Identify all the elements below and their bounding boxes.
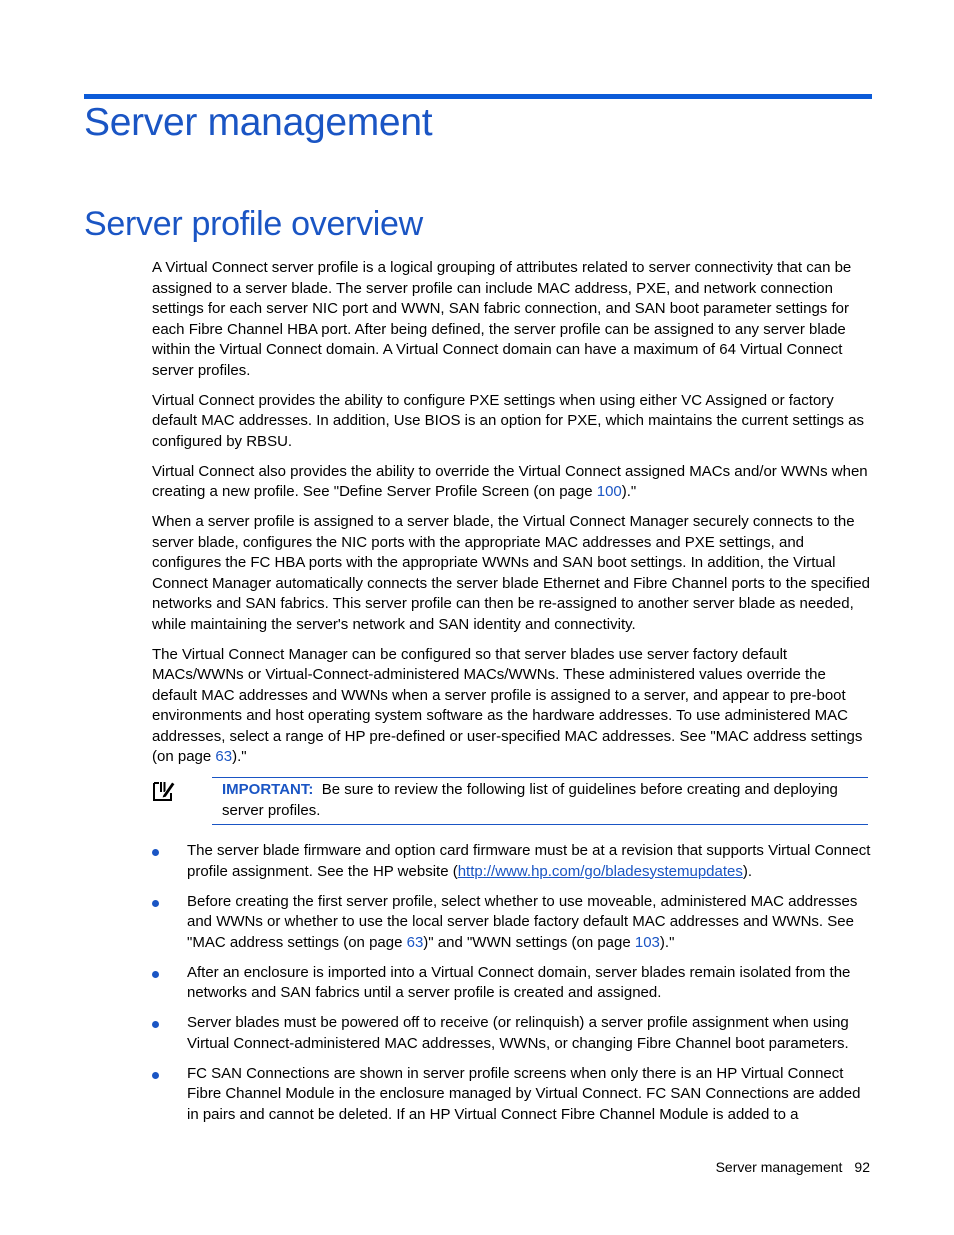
list-item-text: )" and "WWN settings (on page	[423, 933, 635, 951]
paragraph-text: When a server profile is assigned to a server blade, the Virtual Connect Manager securely connects to the server blade, configures the NIC ports with the appropriate MAC addresses and PXE settings, and configures the FC HBA ports with the appropriate WWNs and SAN boot settings. In addition, the Virtual Connect Manager automatically connects the server blade Ethernet and Fibre Channel ports to the specified networks and SAN fabrics. This server profile can then be re-assigned to another server blade as needed, while maintaining the server's network and SAN identity and connectivity.	[152, 513, 870, 633]
list-item-text: After an enclosure is imported into a Virtual Connect domain, server blades remain isolated from the networks and SAN fabrics until a server profile is created and assigned.	[187, 963, 851, 1001]
bullet-icon	[152, 971, 159, 978]
list-item-text: Before creating the first server profile, select whether to use moveable, administered MAC addresses and WWNs or whether to use the local server blade factory default MAC addresses and WWNs. See "MAC address settings (on page	[187, 892, 858, 951]
paragraph	[152, 645, 872, 768]
list-item	[152, 1064, 872, 1126]
chapter-title: Server management	[84, 101, 433, 144]
body-content	[152, 258, 872, 1135]
important-note-icon	[152, 777, 212, 825]
list-item-text: )."	[659, 933, 675, 951]
website-link[interactable]: http://www.hp.com/go/bladesystemupdates	[457, 862, 743, 880]
list-item	[152, 1013, 872, 1054]
list-item-text: Server blades must be powered off to receive (or relinquish) a server profile assignment when using Virtual Connect-administered MAC addresses, WWNs, or changing Fibre Channel boot parameters.	[187, 1014, 849, 1052]
bullet-icon	[152, 900, 159, 907]
paragraph-text: )."	[232, 748, 247, 765]
important-label: IMPORTANT:	[222, 781, 314, 798]
paragraph: A Virtual Connect server profile is a logical grouping of attributes related to server connectivity that can be assigned to a server blade. The server profile can include MAC address, PXE, and network connection settings for each server NIC port and WWN, SAN fabric connection, and SAN boot parameter settings for each Fibre Channel HBA port. After being defined, the server profile can be assigned to any server blade within the Virtual Connect domain. A Virtual Connect domain can have a maximum of 64 Virtual Connect server profiles.	[152, 259, 852, 379]
paragraph: Virtual Connect provides the ability to configure PXE settings when using either VC Assigned or factory default MAC addresses. In addition, Use BIOS is an option for PXE, which maintains the current settings as configured by RBSU.	[152, 391, 865, 450]
paragraph	[152, 512, 872, 635]
bullet-icon	[152, 849, 159, 856]
page-link[interactable]: 63	[215, 748, 233, 765]
page-link[interactable]: 100	[596, 483, 622, 500]
list-item	[152, 841, 872, 882]
bullet-icon	[152, 1072, 159, 1079]
paragraph	[152, 462, 872, 503]
list-item	[152, 892, 872, 954]
page-footer	[716, 1159, 870, 1175]
paragraph-text: Virtual Connect also provides the ability to override the Virtual Connect assigned MACs and/or WWNs when creating a new profile. See "Define Server Profile Screen (on page	[152, 462, 868, 500]
page-number: 92	[854, 1159, 870, 1175]
list-item-text: The server blade firmware and option card firmware must be at a revision that supports Virtual Connect profile assignment. See the HP website (	[187, 842, 871, 880]
page-link[interactable]: 103	[634, 933, 660, 951]
important-text: Be sure to review the following list of guidelines before creating and deploying server profiles.	[222, 781, 838, 819]
important-note	[152, 777, 872, 825]
list-item-text: ).	[742, 862, 753, 880]
section-title: Server profile overview	[84, 205, 423, 243]
paragraph-text: )."	[621, 483, 637, 500]
list-item	[152, 963, 872, 1004]
guidelines-list	[152, 841, 872, 1125]
page-link[interactable]: 63	[406, 933, 424, 951]
footer-section: Server management	[715, 1159, 843, 1175]
paragraph-text: The Virtual Connect Manager can be configured so that server blades use server factory default MACs/WWNs or Virtual-Connect-administered MACs/WWNs. These administered values override the default MAC addresses and WWNs when a server profile is assigned to a server, and appear to pre-boot environments and host operating system software as the hardware addresses. To use administered MAC addresses, select a range of HP pre-defined or user-specified MAC addresses. See "MAC address settings (on page	[152, 645, 863, 765]
bullet-icon	[152, 1021, 159, 1028]
chapter-rule	[84, 94, 872, 99]
important-note-box	[212, 777, 868, 825]
list-item-text: FC SAN Connections are shown in server profile screens when only there is an HP Virtual Connect Fibre Channel Module in the enclosure managed by Virtual Connect. FC SAN Connections are added in pairs and cannot be deleted. If an HP Virtual Connect Fibre Channel Module is added to a	[187, 1064, 861, 1123]
